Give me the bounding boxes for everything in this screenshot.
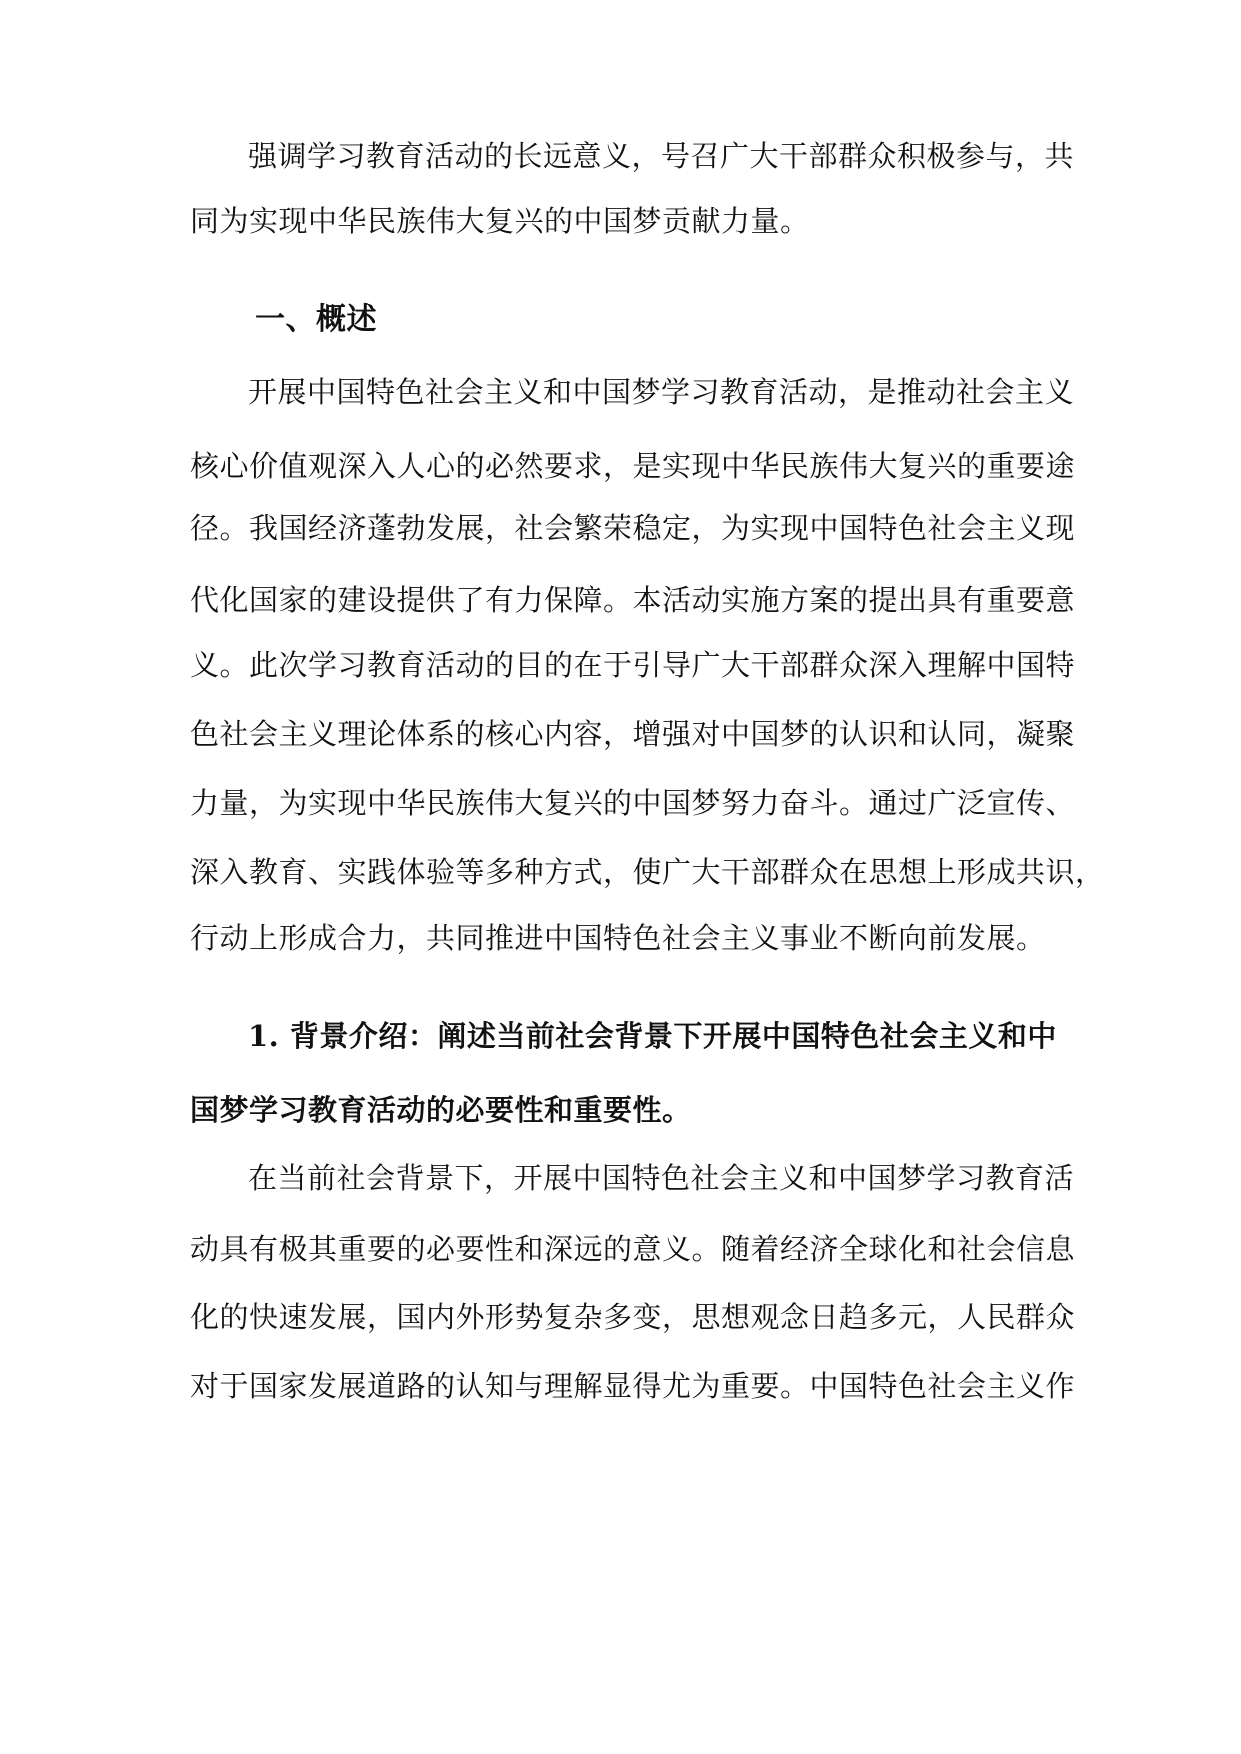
- intro-line-2: 同为实现中华民族伟大复兴的中国梦贡献力量。: [190, 204, 810, 238]
- overview-line-5: 义。此次学习教育活动的目的在于引导广大干部群众深入理解中国特: [190, 648, 1076, 682]
- overview-line-7: 力量，为实现中华民族伟大复兴的中国梦努力奋斗。通过广泛宣传、: [190, 786, 1076, 820]
- subsection-heading-line-2: 国梦学习教育活动的必要性和重要性。: [190, 1093, 692, 1127]
- background-line-1: 在当前社会背景下，开展中国特色社会主义和中国梦学习教育活: [248, 1161, 1075, 1195]
- background-line-4: 对于国家发展道路的认知与理解显得尤为重要。中国特色社会主义作: [190, 1369, 1076, 1403]
- intro-line-1: 强调学习教育活动的长远意义，号召广大干部群众积极参与，共: [248, 139, 1075, 173]
- section-heading-overview: 一、概述: [255, 302, 377, 337]
- overview-line-9: 行动上形成合力，共同推进中国特色社会主义事业不断向前发展。: [190, 921, 1046, 955]
- overview-line-2: 核心价值观深入人心的必然要求，是实现中华民族伟大复兴的重要途: [190, 449, 1076, 483]
- overview-line-1: 开展中国特色社会主义和中国梦学习教育活动，是推动社会主义: [248, 375, 1075, 409]
- overview-line-3: 径。我国经济蓬勃发展，社会繁荣稳定，为实现中国特色社会主义现: [190, 511, 1076, 545]
- overview-line-8: 深入教育、实践体验等多种方式，使广大干部群众在思想上形成共识，: [190, 855, 1105, 889]
- subsection-heading-line-1: 1. 背景介绍：阐述当前社会背景下开展中国特色社会主义和中: [248, 1019, 1057, 1053]
- background-line-3: 化的快速发展，国内外形势复杂多变，思想观念日趋多元，人民群众: [190, 1300, 1076, 1334]
- background-line-2: 动具有极其重要的必要性和深远的意义。随着经济全球化和社会信息: [190, 1232, 1076, 1266]
- overview-line-6: 色社会主义理论体系的核心内容，增强对中国梦的认识和认同，凝聚: [190, 717, 1076, 751]
- overview-line-4: 代化国家的建设提供了有力保障。本活动实施方案的提出具有重要意: [190, 583, 1076, 617]
